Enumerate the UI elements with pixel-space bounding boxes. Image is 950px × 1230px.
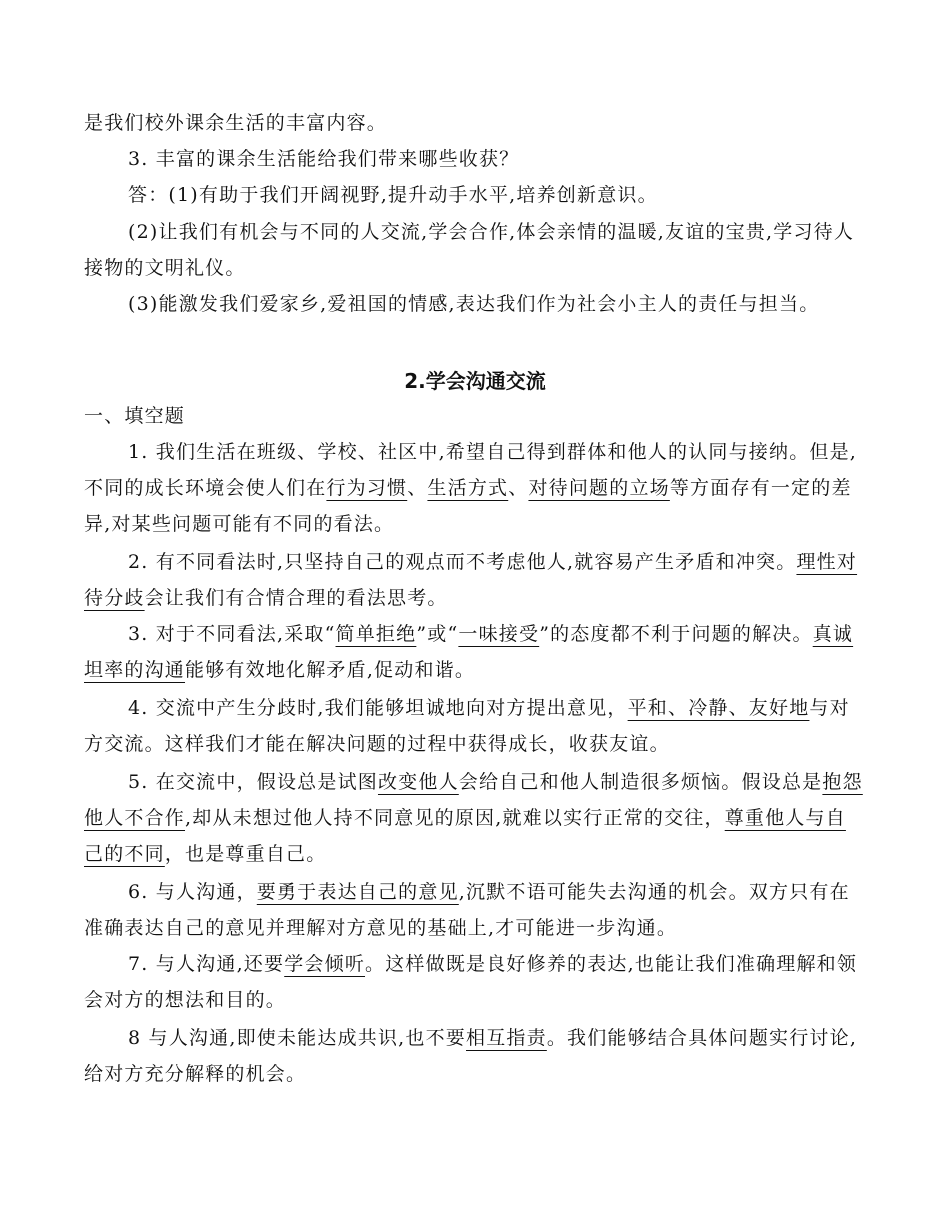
answer-blank: 改变他人: [377, 771, 459, 793]
question-3: 3. 丰富的课余生活能给我们带来哪些收获？: [128, 148, 520, 170]
item-text: 3. 对于不同看法,采取“: [128, 623, 336, 645]
answer-blank: 学会倾听: [284, 953, 366, 975]
fill-item-1: [84, 434, 866, 542]
answer-1: 答：(1)有助于我们开阔视野,提升动手水平,培养创新意识。: [128, 184, 658, 206]
fill-item-4: [84, 690, 866, 762]
item-text: 与对方交流。这样我们才能在解决问题的过程中获得成长，收获友谊。: [84, 697, 850, 755]
answer-3: (3)能激发我们爱家乡,爱祖国的情感,表达我们作为社会小主人的责任与担当。: [128, 293, 820, 315]
item-text: 能够有效地化解矛盾,促动和谐。: [185, 659, 476, 681]
section-title: 2.学会沟通交流: [404, 369, 546, 393]
fill-item-6: [84, 874, 866, 946]
item-text: 。我们能够结合具体问题实行讨论,给对方充分解释的机会。: [84, 1027, 858, 1085]
answer-blank: 对待问题的立场: [528, 477, 670, 499]
answer-blank: 抱怨他人不合作: [84, 771, 863, 829]
fill-item-5: [84, 764, 866, 872]
fill-item-7: [84, 946, 866, 1018]
item-text: 1. 我们生活在班级、学校、社区中,希望自己得到群体和他人的认同与接纳。但是,不同的成长环境会使人们在: [84, 441, 858, 499]
item-text: 等方面存有一定的差异,对某些问题可能有不同的看法。: [84, 477, 852, 535]
answer-blank: 真诚坦率的沟通: [84, 623, 854, 681]
item-text: ,却从未想过他人持不同意见的原因,就难以实行正常的交往，: [185, 807, 725, 829]
answer-blank: 行为习惯: [326, 477, 408, 499]
section-heading: 一、填空题: [84, 405, 186, 427]
item-text: ,沉默不语可能失去沟通的机会。双方只有在准确表达自己的意见并理解对方意见的基础上,才可能进一步沟通。: [84, 881, 850, 939]
answer-blank: 简单拒绝: [335, 623, 417, 645]
answer-blank: 尊重他人与自己的不同: [84, 807, 846, 865]
item-text: ”或“: [416, 623, 459, 645]
item-text: 会让我们有合情合理的看法思考。: [144, 587, 448, 609]
fill-item-3: [84, 616, 866, 688]
answer-blank: 理性对待分歧: [84, 551, 858, 609]
answer-blank: 要勇于表达自己的意见: [256, 881, 459, 903]
item-text: 6. 与人沟通，: [128, 881, 257, 903]
item-text: 会给自己和他人制造很多烦恼。假设总是: [458, 771, 823, 793]
item-text: ”的态度都不利于问题的解决。: [539, 623, 813, 645]
fill-item-8: [84, 1020, 866, 1092]
item-text: 。这样做既是良好修养的表达,也能让我们准确理解和领会对方的想法和目的。: [84, 953, 858, 1011]
item-text: 2. 有不同看法时,只坚持自己的观点而不考虑他人,就容易产生矛盾和冲突。: [128, 551, 797, 573]
intro-line: 是我们校外课余生活的丰富内容。: [84, 112, 388, 134]
item-text: 5. 在交流中，假设总是试图: [128, 771, 378, 793]
fill-item-2: [84, 544, 866, 616]
item-text: 8 与人沟通,即使未能达成共识,也不要: [128, 1027, 467, 1049]
item-text: ，也是尊重自己。: [164, 843, 327, 865]
answer-blank: 一味接受: [458, 623, 540, 645]
item-text: 7. 与人沟通,还要: [128, 953, 285, 975]
item-text: 、: [508, 477, 529, 499]
answer-blank: 平和、冷静、友好地: [627, 697, 810, 719]
answer-blank: 相互指责: [466, 1027, 547, 1049]
item-text: 、: [407, 477, 428, 499]
answer-blank: 生活方式: [427, 477, 509, 499]
answer-2: (2)让我们有机会与不同的人交流,学会合作,体会亲情的温暖,友谊的宝贵,学习待人接物的文明礼仪。: [84, 221, 855, 279]
item-text: 4. 交流中产生分歧时,我们能够坦诚地向对方提出意见，: [128, 697, 628, 719]
